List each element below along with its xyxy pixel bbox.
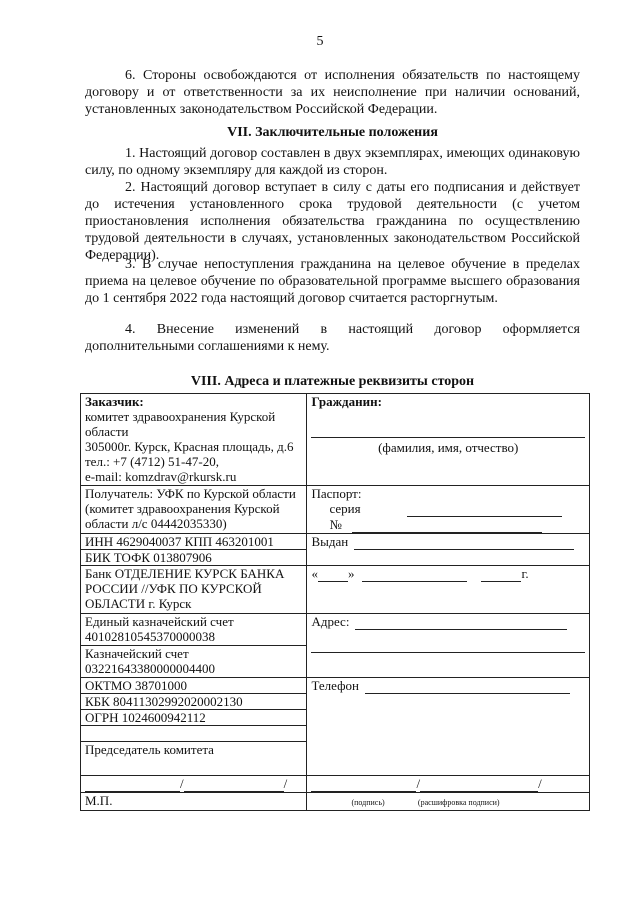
bank-cell: Банк ОТДЕЛЕНИЕ КУРСК БАНКА РОССИИ //УФК ПО КУРСКОЙ ОБЛАСТИ г. Курск	[81, 566, 307, 614]
date-year-field[interactable]	[481, 566, 521, 582]
customer-email: e-mail: komzdrav@rkursk.ru	[85, 469, 237, 484]
passport-label: Паспорт:	[311, 486, 362, 501]
customer-sign-slash2: /	[283, 776, 288, 791]
citizen-fio-caption: (фамилия, имя, отчество)	[378, 440, 519, 455]
passport-number-label: №	[329, 517, 342, 532]
section7-paragraph3: 3. В случае непоступления гражданина на целевое обучение в пределах приема на целевое обучение по образовательной программе высшего образования до 1 сентября 2022 года настоящий договор считается расторгнутым.	[85, 257, 580, 306]
passport-number-field[interactable]	[352, 517, 542, 533]
phone-label: Телефон	[311, 678, 359, 693]
account-label: Казначейский счет	[85, 646, 189, 661]
date-month-field[interactable]	[362, 566, 467, 582]
section6-paragraph6: 6. Стороны освобождаются от исполнения обязательств по настоящему договору и от ответственности за их неисполнение при наличии оснований, установленных законодательством Российской Федерации.	[85, 68, 580, 117]
citizen-fio-line[interactable]	[311, 409, 585, 438]
date-day-field[interactable]	[318, 566, 348, 582]
section7-paragraph4: 4. Внесение изменений в настоящий договор оформляется дополнительными соглашениями к нему.	[85, 322, 580, 354]
citizen-decode-field[interactable]	[420, 776, 538, 792]
treasury-account-value: 40102810545370000038	[85, 629, 215, 644]
ogrn-cell: ОГРН 1024600942112	[81, 710, 307, 726]
customer-signature-field[interactable]	[85, 776, 180, 792]
issued-cell	[307, 534, 590, 566]
chairman-cell	[81, 742, 307, 776]
customer-phone: тел.: +7 (4712) 51-47-20,	[85, 454, 219, 469]
passport-series-field[interactable]	[407, 501, 562, 517]
citizen-signature-cell	[307, 776, 590, 793]
address-cell	[307, 614, 590, 678]
decode-caption: (расшифровка подписи)	[417, 798, 500, 807]
customer-signature-cell	[81, 776, 307, 793]
date-open-quote: «	[311, 566, 318, 581]
account-value: 03221643380000004400	[85, 661, 215, 676]
citizen-signature-field[interactable]	[311, 776, 416, 792]
requisites-table	[80, 393, 590, 811]
issued-label: Выдан	[311, 534, 349, 549]
address-label: Адрес:	[311, 614, 350, 629]
account-cell	[81, 646, 307, 678]
inn-kpp-cell: ИНН 4629040037 КПП 463201001	[81, 534, 307, 550]
recipient-cell: Получатель: УФК по Курской области (комитет здравоохранения Курской области л/с 04442035330)	[81, 486, 307, 534]
chairman-label: Председатель комитета	[85, 742, 214, 757]
stamp-cell: М.П.	[81, 793, 307, 811]
phone-field[interactable]	[365, 678, 570, 694]
treasury-account-label: Единый казначейский счет	[85, 614, 234, 629]
section7-paragraph2: 2. Настоящий договор вступает в силу с даты его подписания и действует до истечения установленного срока трудовой деятельности (с учетом приостановления исполнения обязательства гражданина по осуществлению трудовой деятельности в случаях, установленных законодательством Российской Федерации).	[85, 180, 580, 263]
oktmo-cell: ОКТМО 38701000	[81, 678, 307, 694]
citizen-sign-slash2: /	[538, 776, 542, 791]
kbk-cell: КБК 80411302992020002130	[81, 694, 307, 710]
bik-cell: БИК ТОФК 013807906	[81, 550, 307, 566]
passport-cell	[307, 486, 590, 534]
phone-cell	[307, 678, 590, 776]
section8-heading: VIII. Адреса и платежные реквизиты сторон	[190, 374, 475, 389]
treasury-account-cell	[81, 614, 307, 646]
customer-decode-field[interactable]	[184, 776, 284, 792]
address-field-line1[interactable]	[355, 614, 567, 630]
section7-paragraph1: 1. Настоящий договор составлен в двух экземплярах, имеющих одинаковую силу, по одному экземпляру для каждой из сторон.	[85, 146, 580, 178]
customer-block	[81, 394, 307, 486]
date-close-quote: »	[347, 566, 355, 581]
page-number: 5	[316, 34, 324, 49]
customer-name: комитет здравоохранения Курской области	[85, 409, 276, 439]
empty-cell	[81, 726, 307, 742]
passport-series-label: серия	[329, 501, 361, 516]
customer-address: 305000г. Курск, Красная площадь, д.6	[85, 439, 294, 454]
address-field-line2[interactable]	[311, 636, 585, 653]
signature-captions-cell	[307, 793, 590, 811]
customer-sign-slash1: /	[180, 776, 184, 791]
citizen-block	[307, 394, 590, 486]
date-year-label: г.	[521, 566, 529, 581]
date-cell	[307, 566, 590, 614]
section7-heading: VII. Заключительные положения	[227, 125, 438, 140]
issued-field[interactable]	[354, 534, 574, 550]
citizen-title: Гражданин:	[311, 394, 382, 409]
citizen-sign-slash1: /	[416, 776, 421, 791]
signature-caption: (подпись)	[351, 798, 385, 807]
customer-title: Заказчик:	[85, 394, 144, 409]
